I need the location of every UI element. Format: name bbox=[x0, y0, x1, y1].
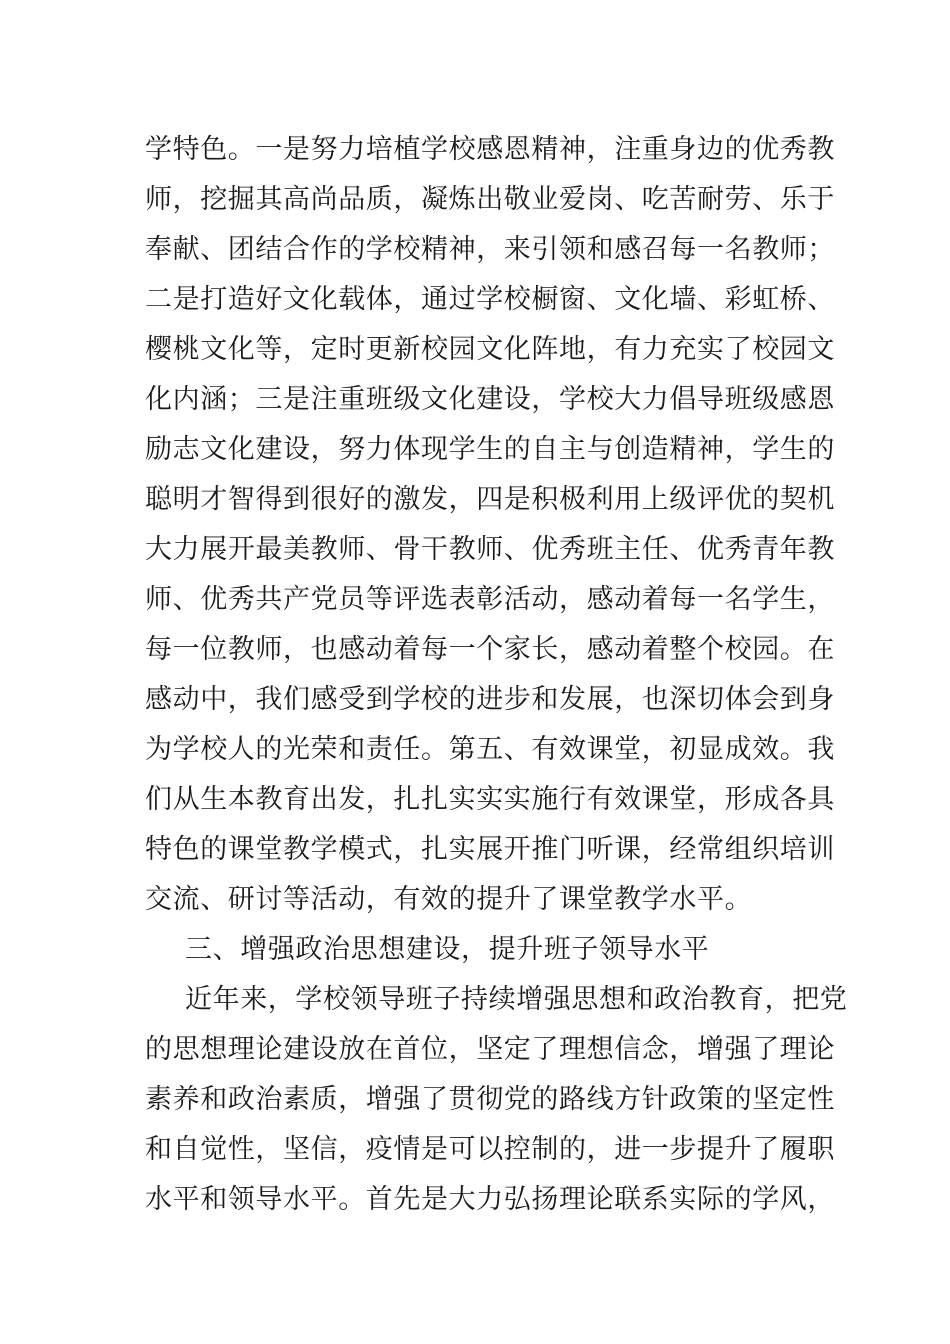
body-text-line: 们从生本教育出发，扎扎实实实施行有效课堂，形成各具 bbox=[145, 784, 835, 815]
body-text-line: 励志文化建设，努力体现学生的自主与创造精神，学生的 bbox=[145, 434, 835, 465]
body-text-line: 学特色。一是努力培植学校感恩精神，注重身边的优秀教 bbox=[145, 134, 835, 165]
section-heading: 三、增强政治思想建设，提升班子领导水平 bbox=[185, 934, 710, 965]
body-text-line: 师、优秀共产党员等评选表彰活动，感动着每一名学生， bbox=[145, 584, 835, 615]
body-text-line: 和自觉性，坚信，疫情是可以控制的，进一步提升了履职 bbox=[145, 1134, 835, 1165]
body-text-line: 为学校人的光荣和责任。第五、有效课堂，初显成效。我 bbox=[145, 734, 835, 765]
body-text-line: 素养和政治素质，增强了贯彻党的路线方针政策的坚定性 bbox=[145, 1084, 835, 1115]
body-text-line: 师，挖掘其高尚品质，凝炼出敬业爱岗、吃苦耐劳、乐于 bbox=[145, 184, 835, 215]
body-text-line: 交流、研讨等活动，有效的提升了课堂教学水平。 bbox=[145, 884, 753, 915]
body-text-line: 水平和领导水平。首先是大力弘扬理论联系实际的学风， bbox=[145, 1184, 835, 1215]
body-text-line: 奉献、团结合作的学校精神，来引领和感召每一名教师； bbox=[145, 234, 835, 265]
body-text-line: 大力展开最美教师、骨干教师、优秀班主任、优秀青年教 bbox=[145, 534, 835, 565]
body-text-line: 化内涵；三是注重班级文化建设，学校大力倡导班级感恩 bbox=[145, 384, 835, 415]
body-text-line: 近年来，学校领导班子持续增强思想和政治教育，把党 bbox=[185, 984, 848, 1015]
body-text-line: 二是打造好文化载体，通过学校橱窗、文化墙、彩虹桥、 bbox=[145, 284, 835, 315]
body-text-line: 特色的课堂教学模式，扎实展开推门听课，经常组织培训 bbox=[145, 834, 835, 865]
body-text-line: 感动中，我们感受到学校的进步和发展，也深切体会到身 bbox=[145, 684, 835, 715]
body-text-line: 樱桃文化等，定时更新校园文化阵地，有力充实了校园文 bbox=[145, 334, 835, 365]
body-text-line: 的思想理论建设放在首位，坚定了理想信念，增强了理论 bbox=[145, 1034, 835, 1065]
body-text-line: 聪明才智得到很好的激发，四是积极利用上级评优的契机 bbox=[145, 484, 835, 515]
body-text-line: 每一位教师，也感动着每一个家长，感动着整个校园。在 bbox=[145, 634, 835, 665]
